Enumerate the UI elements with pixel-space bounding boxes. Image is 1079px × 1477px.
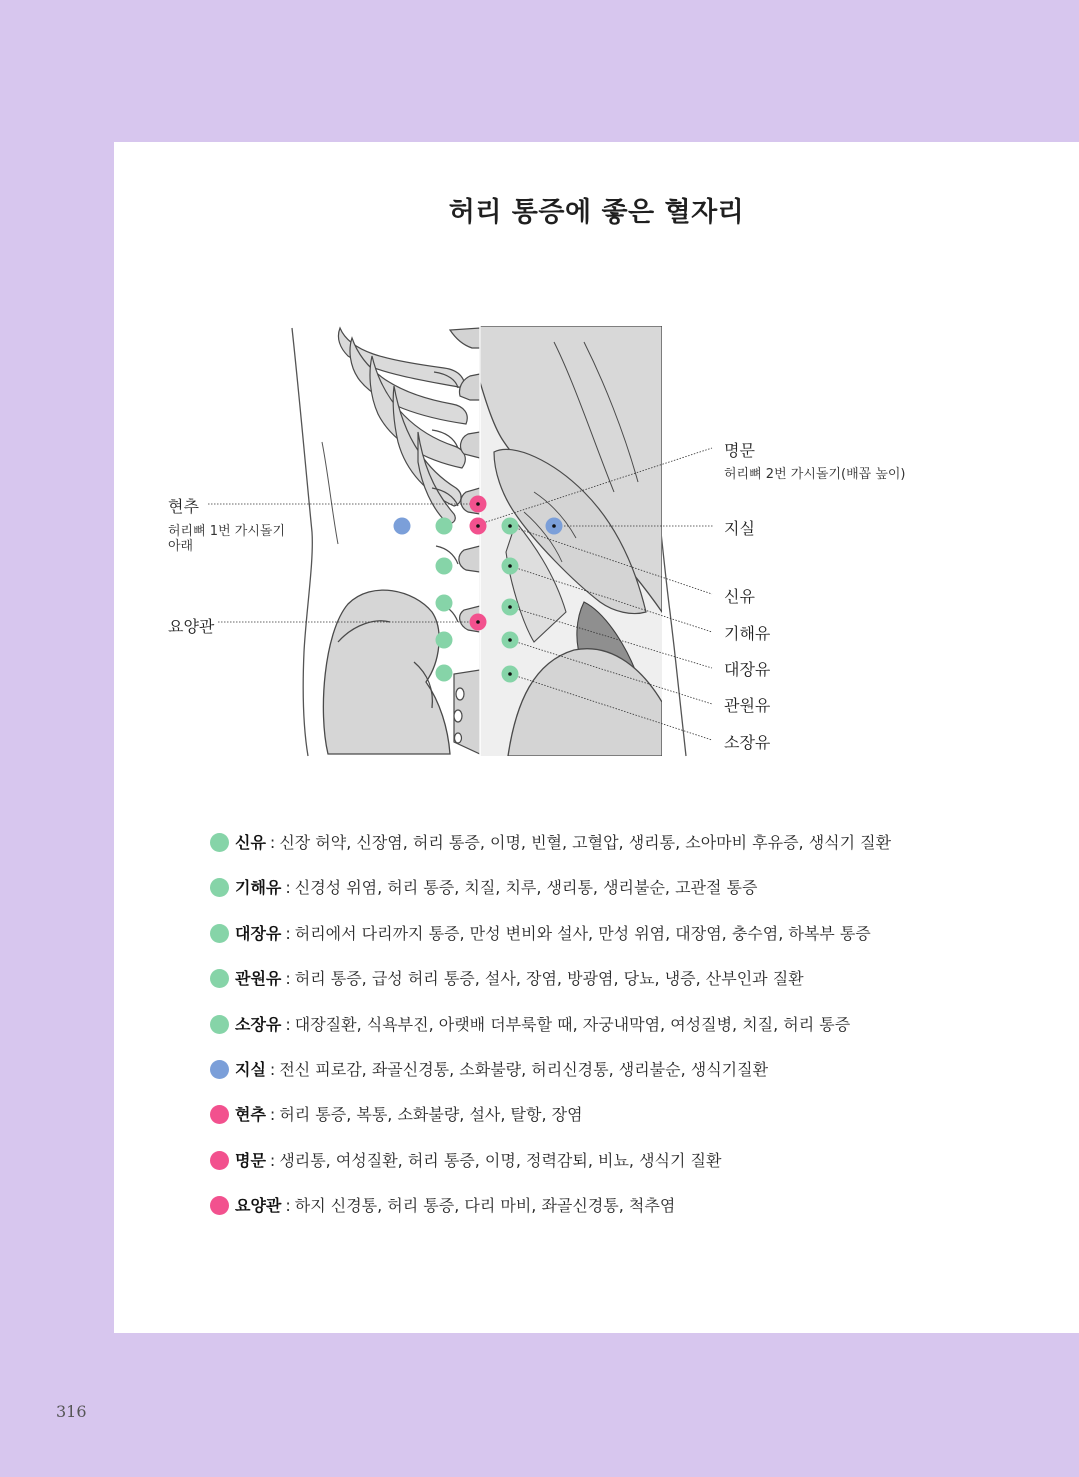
legend-item-desc: 신장 허약, 신장염, 허리 통증, 이명, 빈혈, 고혈압, 생리통, 소아마비 후유증, 생식기 질환 — [279, 833, 892, 852]
legend-dot-icon — [210, 1060, 229, 1079]
legend-item-desc: 하지 신경통, 허리 통증, 다리 마비, 좌골신경통, 척추염 — [294, 1196, 676, 1216]
label-gihaeyu: 기해유 — [724, 624, 771, 643]
label-daejangyu: 대장유 — [724, 660, 771, 679]
legend-item-name: 현추 — [235, 1105, 266, 1125]
legend-separator: : — [269, 1105, 276, 1125]
point-daejangyu-right — [502, 599, 519, 616]
point-gihaeyu-left — [436, 558, 453, 575]
legend-separator: : — [285, 878, 291, 898]
label-hyeonchu-desc: 허리뼈 1번 가시돌기 아래 — [168, 524, 285, 554]
legend-item-name: 명문 — [235, 1150, 266, 1170]
legend-separator: : — [285, 1196, 291, 1216]
legend-item-desc: 신경성 위염, 허리 통증, 치질, 치루, 생리통, 생리불순, 고관절 통증 — [294, 878, 758, 898]
legend-item-name: 관원유 — [235, 969, 282, 989]
legend-item-name: 지실 — [235, 1060, 266, 1079]
page-number: 316 — [56, 1402, 87, 1421]
legend-dot-icon — [210, 969, 229, 988]
legend-separator: : — [269, 1060, 276, 1079]
point-jisil-right — [546, 518, 563, 535]
point-gwanwonyu-right — [502, 632, 519, 649]
point-sojangyu-left — [436, 665, 453, 682]
label-sinyu: 신유 — [724, 587, 755, 606]
point-gwanwonyu-left — [436, 632, 453, 649]
legend-item-name: 소장유 — [235, 1014, 282, 1034]
point-myeongmun — [470, 518, 487, 535]
legend-item-name: 요양관 — [235, 1196, 282, 1216]
point-gihaeyu-right — [502, 558, 519, 575]
legend-item — [210, 1193, 675, 1219]
legend-separator: : — [285, 923, 291, 943]
legend-item-name: 기해유 — [235, 878, 282, 898]
spine — [432, 328, 480, 754]
legend-item — [210, 830, 891, 856]
label-myeongmun: 명문 — [724, 441, 755, 460]
point-sojangyu-right — [502, 666, 519, 683]
legend-separator: : — [269, 1150, 276, 1170]
back-muscles — [480, 326, 662, 756]
legend-item-name: 대장유 — [235, 923, 282, 943]
legend-item-name: 신유 — [235, 833, 266, 852]
page-panel — [114, 142, 1079, 1333]
legend-item — [210, 1057, 768, 1083]
label-sojangyu: 소장유 — [724, 733, 771, 752]
legend-dot-icon — [210, 1105, 229, 1124]
legend-item-desc: 허리에서 다리까지 통증, 만성 변비와 설사, 만성 위염, 대장염, 충수염, 하복부 통증 — [294, 923, 871, 943]
point-yoyanggwan — [470, 614, 487, 631]
pelvis — [323, 590, 450, 754]
legend-separator: : — [285, 1014, 291, 1034]
label-hyeonchu: 현추 — [168, 497, 199, 516]
legend-item-desc: 허리 통증, 급성 허리 통증, 설사, 장염, 방광염, 당뇨, 냉증, 산부인과 질환 — [294, 969, 804, 989]
legend-dot-icon — [210, 1196, 229, 1215]
point-daejangyu-left — [436, 595, 453, 612]
legend-item — [210, 875, 757, 901]
legend-dot-icon — [210, 833, 229, 852]
point-hyeonchu — [470, 496, 487, 513]
legend-item — [210, 1148, 721, 1174]
label-jisil: 지실 — [724, 519, 755, 538]
legend-item — [210, 966, 804, 992]
legend-item-desc: 허리 통증, 복통, 소화불량, 설사, 탈항, 장염 — [279, 1105, 583, 1125]
legend-dot-icon — [210, 924, 229, 943]
point-sinyu-right — [502, 518, 519, 535]
label-yoyanggwan: 요양관 — [168, 617, 215, 636]
point-jisil-left — [394, 518, 411, 535]
label-gwanwonyu: 관원유 — [724, 696, 771, 715]
point-sinyu-left — [436, 518, 453, 535]
legend-item-desc: 전신 피로감, 좌골신경통, 소화불량, 허리신경통, 생리불순, 생식기질환 — [279, 1060, 769, 1079]
legend-item — [210, 921, 871, 947]
legend-item-desc: 대장질환, 식욕부진, 아랫배 더부룩할 때, 자궁내막염, 여성질병, 치질, 허리 통증 — [294, 1014, 851, 1034]
legend-separator: : — [269, 833, 276, 852]
page-title: 허리 통증에 좋은 혈자리 — [448, 197, 745, 228]
legend-item — [210, 1102, 583, 1128]
legend-dot-icon — [210, 1151, 229, 1170]
legend-item-desc: 생리통, 여성질환, 허리 통증, 이명, 정력감퇴, 비뇨, 생식기 질환 — [279, 1150, 722, 1170]
legend-dot-icon — [210, 878, 229, 897]
label-myeongmun-desc: 허리뼈 2번 가시돌기(배꼽 높이) — [724, 467, 906, 482]
acupoint-figure — [114, 142, 1079, 782]
legend-separator: : — [285, 969, 291, 989]
legend-dot-icon — [210, 1015, 229, 1034]
legend-item — [210, 1012, 850, 1038]
